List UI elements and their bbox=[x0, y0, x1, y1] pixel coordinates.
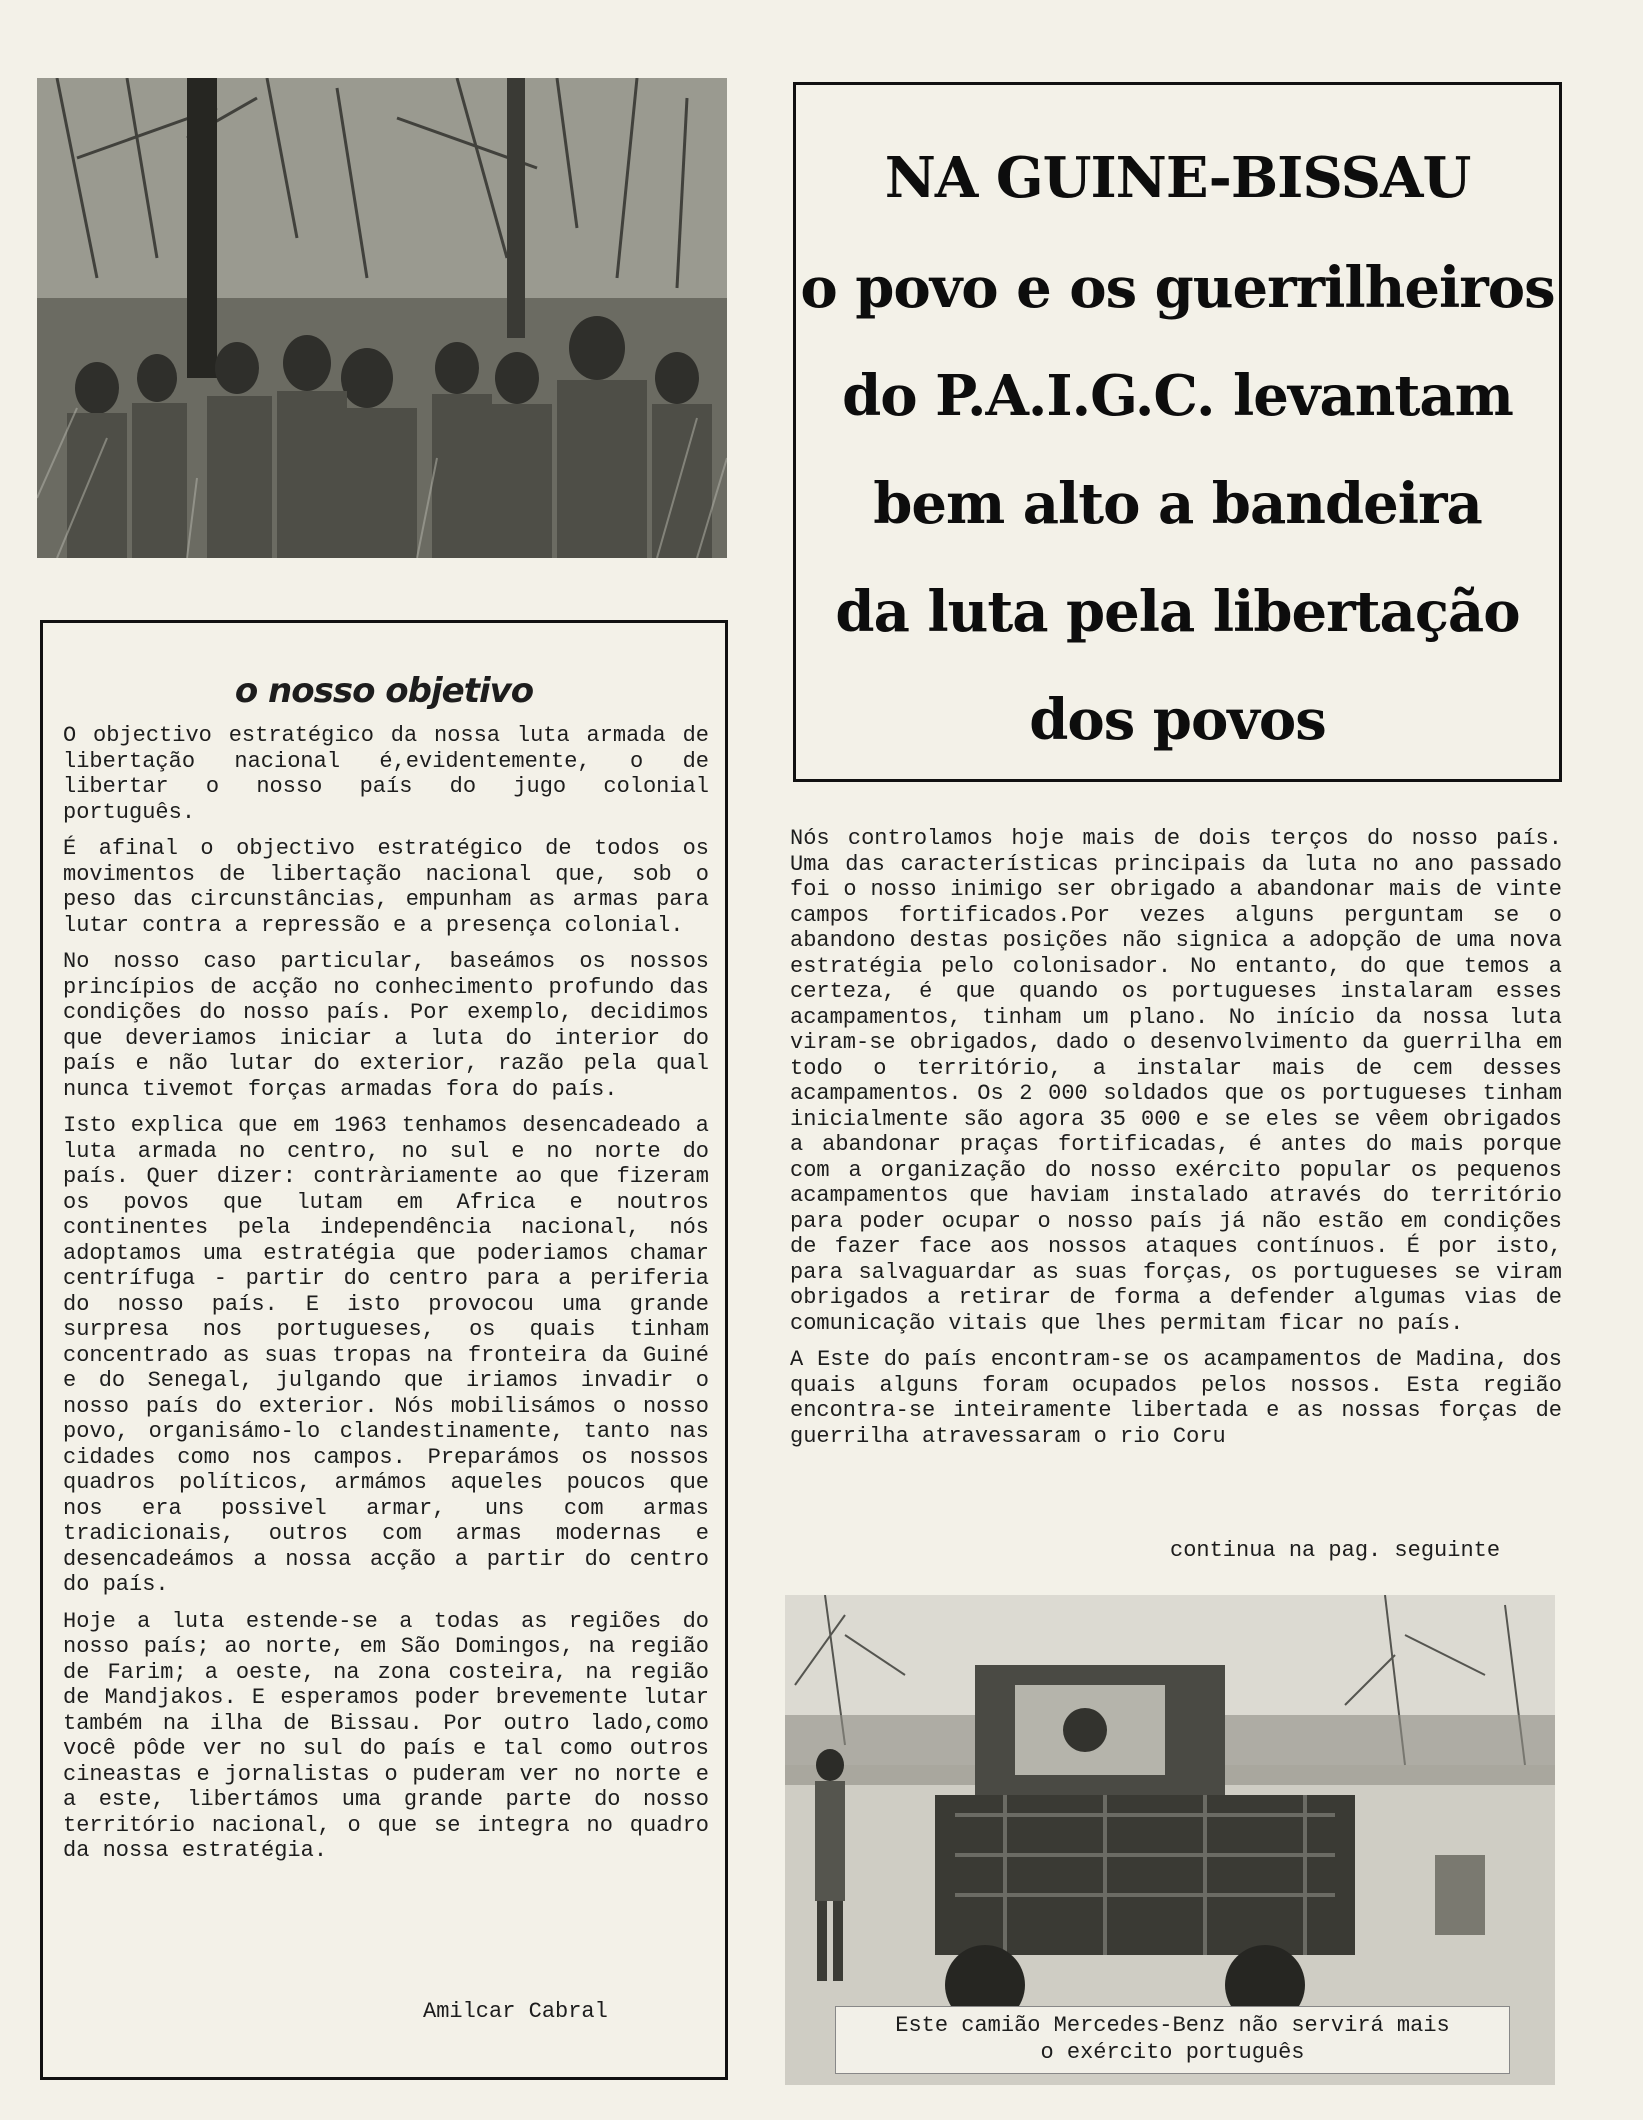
continued-note: continua na pag. seguinte bbox=[1170, 1538, 1501, 1563]
objective-body bbox=[63, 723, 709, 1875]
objective-paragraph: Isto explica que em 1963 tenhamos desencadeado a luta armada no centro, no sul e no norte do país. Quer dizer: contràriamente ao que fizeram os povos que lutam em Africa e noutros continentes pela independência nacional, nós adoptamos uma estratégia que poderiamos chamar centrífuga - partir do centro para a periferia do nosso país. E isto provocou uma grande surpresa nos portugueses, os quais tinham concentrado as suas tropas na fronteira da Guiné e do Senegal, julgando que iriamos invadir o nosso país do exterior. Nós mobilisámos o nosso povo, organisámo-lo clandestinamente, tanto nas cidades como nos campos. Preparámos os nossos quadros políticos, armámos aqueles poucos que nos era possivel armar, uns com armas tradicionais, outros com armas modernas e desencadeámos a nossa acção a partir do centro do país. bbox=[63, 1113, 709, 1597]
objective-paragraph: O objectivo estratégico da nossa luta armada de libertação nacional é,evidentemente, o de libertar o nosso país do jugo colonial português. bbox=[63, 723, 709, 825]
article-paragraph: A Este do país encontram-se os acampamentos de Madina, dos quais alguns foram ocupados pelos nossos. Esta região encontra-se inteiramente libertada e as nossas forças de guerrilha atravessaram o rio Coru bbox=[790, 1347, 1562, 1449]
author-signature: Amilcar Cabral bbox=[423, 1999, 608, 2024]
headline-line: da luta pela libertação bbox=[835, 579, 1520, 645]
headline-line: NA GUINE-BISSAU bbox=[884, 145, 1471, 211]
headline-line: dos povos bbox=[1029, 687, 1326, 753]
headline-line: do P.A.I.G.C. levantam bbox=[842, 363, 1513, 429]
article-body bbox=[790, 826, 1562, 1460]
objective-paragraph: É afinal o objectivo estratégico de todos os movimentos de libertação nacional que, sob o peso das circunstâncias, empunham as armas para lutar contra a repressão e a presença colonial. bbox=[63, 836, 709, 938]
guerrilla-fighters-photo bbox=[37, 78, 727, 558]
objective-title: o nosso objetivo bbox=[234, 671, 534, 711]
objective-box bbox=[40, 620, 728, 2080]
photo-caption bbox=[835, 2006, 1510, 2074]
headline-line: bem alto a bandeira bbox=[873, 471, 1482, 537]
objective-paragraph: Hoje a luta estende-se a todas as regiões do nosso país; ao norte, em São Domingos, na região de Farim; a oeste, na zona costeira, na região de Mandjakos. E esperamos poder brevemente lutar também na ilha de Bissau. Por outro lado,como você pôde ver no sul do país e tal como outros cineastas e jornalistas o puderam ver no norte e a este, libertámos uma grande parte do nosso território nacional, o que se integra no quadro da nossa estratégia. bbox=[63, 1608, 709, 1863]
article-paragraph: Nós controlamos hoje mais de dois terços do nosso país. Uma das características principais da luta no ano passado foi o nosso inimigo ser obrigado a abandonar mais de vinte campos fortificados.Por vezes alguns perguntam se o abandono destas posições não signica a adopção de uma nova estratégia pelo colonisador. No entanto, do que temos a certeza, é que quando os portugueses instalaram esses acampamentos, tinham um plano. No início da nossa luta viram-se obrigados, dado o desenvolvimento da guerrilha em todo o território, a instalar mais de cem desses acampamentos. Os 2 000 soldados que os portugueses tinham inicialmente são agora 35 000 e se eles se vêem obrigados a abandonar praças fortificadas, é antes do mais porque com a organização do nosso exército popular os pequenos acampamentos que haviam instalado através do território para poder ocupar o nosso país já não estão em condições de fazer face aos nossos ataques contínuos. É por isto, para salvaguardar as suas forças, os portugueses se viram obrigados a retirar de forma a defender algumas vias de comunicação vitais que lhes permitam ficar no país. bbox=[790, 826, 1562, 1336]
photo-caption-line: Este camião Mercedes-Benz não servirá mais bbox=[895, 2013, 1450, 2038]
headline-line: o povo e os guerrilheiros bbox=[800, 255, 1555, 321]
objective-paragraph: No nosso caso particular, baseámos os nossos princípios de acção no conhecimento profundo das condições do nosso país. Por exemplo, decidimos que deveriamos iniciar a luta do interior do país e não lutar do exterior, razão pela qual nunca tivemot forças armadas fora do país. bbox=[63, 949, 709, 1102]
headline-box bbox=[793, 82, 1562, 782]
photo-caption-line: o exército português bbox=[1040, 2040, 1305, 2065]
